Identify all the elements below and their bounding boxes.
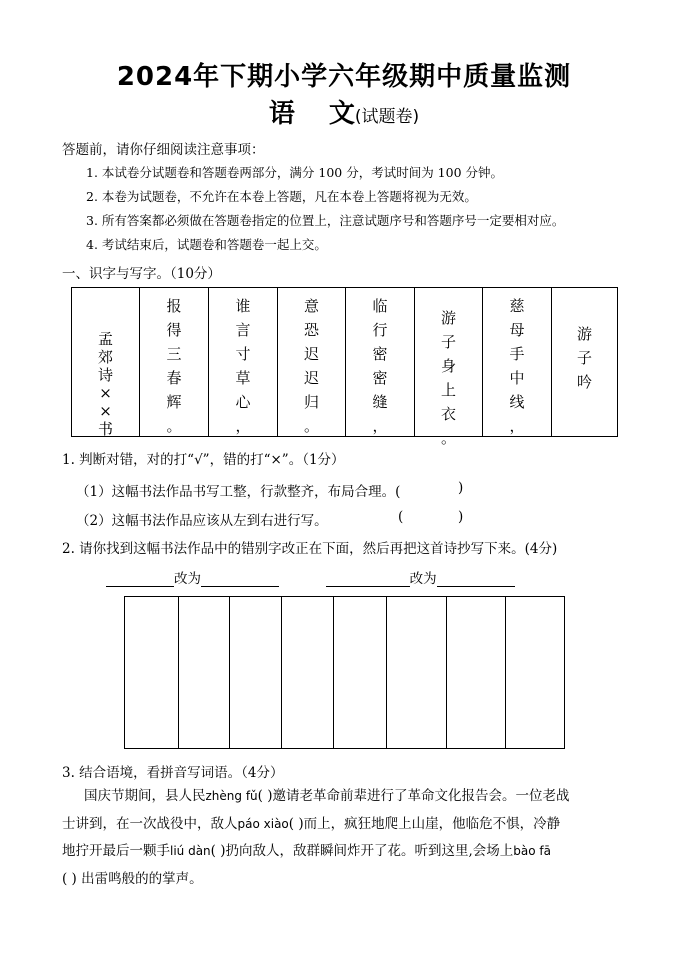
pinyin: páo xiào bbox=[237, 816, 289, 831]
calligraphy-char: 线 bbox=[509, 393, 525, 411]
q3-passage bbox=[62, 783, 634, 893]
passage-text: 地拧开最后一颗手 bbox=[62, 843, 170, 859]
calligraphy-char: 子 bbox=[576, 349, 592, 367]
calligraphy-char: 游 bbox=[440, 309, 456, 327]
grid-divider bbox=[281, 597, 282, 748]
exam-title: 2024年下期小学六年级期中质量监测 bbox=[116, 62, 572, 92]
calligraphy-char: 手 bbox=[509, 345, 525, 363]
passage-text: ( )而上，疯狂地爬上山崖，他临危不惧，冷静 bbox=[288, 815, 561, 832]
grid-divider bbox=[178, 597, 179, 748]
calligraphy-char: × bbox=[99, 384, 112, 402]
pinyin: zhèng fǔ bbox=[205, 789, 258, 803]
calligraphy-char: 谁 bbox=[235, 297, 251, 315]
calligraphy-char: 春 bbox=[166, 369, 182, 387]
passage-line bbox=[62, 783, 634, 811]
calligraphy-char: 身 bbox=[440, 357, 456, 375]
calligraphy-char: 得 bbox=[166, 321, 182, 339]
section1-heading: 一、识字与写字。（10分） bbox=[62, 266, 221, 282]
grid-divider bbox=[229, 597, 230, 748]
calligraphy-column bbox=[551, 288, 617, 436]
calligraphy-char: ， bbox=[235, 417, 251, 435]
instruction-item: 4. 考试结束后，试题卷和答题卷一起上交。 bbox=[86, 237, 327, 252]
grid-divider bbox=[333, 597, 334, 748]
calligraphy-char: 密 bbox=[372, 345, 388, 363]
pinyin: bào fā bbox=[513, 844, 552, 858]
subject-char-2: 文 bbox=[328, 99, 355, 129]
calligraphy-char: 诗 bbox=[97, 366, 113, 384]
passage-line bbox=[62, 811, 634, 839]
calligraphy-char: 寸 bbox=[235, 345, 251, 363]
calligraphy-char: 归 bbox=[303, 393, 319, 411]
calligraphy-char: 。 bbox=[166, 417, 182, 435]
calligraphy-char: 慈 bbox=[509, 297, 525, 315]
pinyin: liú dàn bbox=[170, 844, 211, 858]
calligraphy-char: 游 bbox=[576, 325, 592, 343]
calligraphy-column bbox=[414, 288, 482, 447]
q1-statement-2: （2）这幅书法作品应该从左到右进行写。 bbox=[76, 513, 328, 529]
subject-note: (试题卷) bbox=[354, 107, 420, 127]
passage-line bbox=[62, 838, 634, 866]
blank-wrong-char-1[interactable] bbox=[106, 572, 174, 587]
calligraphy-column bbox=[139, 288, 208, 436]
poem-copy-grid[interactable] bbox=[124, 596, 565, 749]
instruction-item: 3. 所有答案都必须做在答题卷指定的位置上，注意试题序号和答题序号一定要相对应。 bbox=[86, 213, 565, 228]
calligraphy-char: 衣 bbox=[440, 405, 456, 423]
q2-correction-row bbox=[106, 567, 515, 587]
calligraphy-char: 言 bbox=[235, 321, 251, 339]
calligraphy-column bbox=[277, 288, 345, 436]
calligraphy-char: 心 bbox=[235, 393, 251, 411]
passage-text: ( ) 出雷鸣般的的掌声。 bbox=[62, 870, 203, 887]
grid-divider bbox=[446, 597, 447, 748]
calligraphy-char: 行 bbox=[372, 321, 388, 339]
calligraphy-column bbox=[482, 288, 551, 436]
calligraphy-char: 书 bbox=[97, 420, 113, 438]
calligraphy-column bbox=[72, 288, 139, 436]
calligraphy-char: 孟 bbox=[97, 330, 113, 348]
calligraphy-char: 上 bbox=[440, 381, 456, 399]
passage-line bbox=[62, 866, 634, 894]
calligraphy-char: 草 bbox=[235, 369, 251, 387]
calligraphy-char: 报 bbox=[166, 297, 182, 315]
calligraphy-char: 缝 bbox=[372, 393, 388, 411]
calligraphy-char: 迟 bbox=[303, 345, 319, 363]
q1-bracket-open-2[interactable]: ( bbox=[398, 509, 404, 525]
subject-char-1: 语 bbox=[268, 99, 295, 129]
calligraphy-char: 母 bbox=[509, 321, 525, 339]
blank-correct-char-2[interactable] bbox=[437, 572, 515, 587]
calligraphy-char: 意 bbox=[303, 297, 319, 315]
calligraphy-char: 辉 bbox=[166, 393, 182, 411]
q1-bracket-close-1[interactable]: ) bbox=[458, 480, 464, 496]
calligraphy-char: 临 bbox=[372, 297, 388, 315]
passage-text: 士讲到，在一次战役中，敌人 bbox=[62, 815, 238, 832]
calligraphy-char: 郊 bbox=[97, 348, 113, 366]
q2-prompt: 2. 请你找到这幅书法作品中的错别字改正在下面，然后再把这首诗抄写下来。(4分) bbox=[62, 541, 558, 557]
calligraphy-table bbox=[71, 287, 618, 447]
calligraphy-char: 。 bbox=[303, 417, 319, 435]
calligraphy-column bbox=[345, 288, 414, 436]
q1-prompt: 1. 判断对错，对的打“√”，错的打“×”。（1分） bbox=[62, 452, 345, 468]
calligraphy-char: ， bbox=[372, 417, 388, 435]
change-to-label: 改为 bbox=[174, 571, 201, 587]
instruction-item: 1. 本试卷分试题卷和答题卷两部分，满分 100 分，考试时间为 100 分钟。 bbox=[86, 165, 504, 180]
passage-text: ( )邀请老革命前辈进行了革命文化报告会。一位老战 bbox=[257, 788, 570, 804]
passage-text: 国庆节期间，县人民 bbox=[84, 788, 206, 804]
instruction-item: 2. 本卷为试题卷，不允许在本卷上答题，凡在本卷上答题将视为无效。 bbox=[86, 189, 477, 204]
calligraphy-char: 。 bbox=[440, 429, 456, 447]
calligraphy-char: 子 bbox=[440, 333, 456, 351]
calligraphy-column bbox=[208, 288, 277, 436]
calligraphy-char: 密 bbox=[372, 369, 388, 387]
q3-prompt: 3. 结合语境，看拼音写词语。（4分） bbox=[62, 765, 284, 781]
calligraphy-char: 吟 bbox=[576, 373, 592, 391]
exam-subject bbox=[0, 93, 688, 130]
calligraphy-char: 三 bbox=[166, 345, 182, 363]
blank-correct-char-1[interactable] bbox=[201, 572, 279, 587]
calligraphy-char: 迟 bbox=[303, 369, 319, 387]
grid-divider bbox=[505, 597, 506, 748]
q1-statement-1: （1）这幅书法作品书写工整，行款整齐，布局合理。( bbox=[76, 484, 401, 500]
calligraphy-char: 中 bbox=[509, 369, 525, 387]
instructions-heading: 答题前，请你仔细阅读注意事项： bbox=[62, 142, 265, 158]
calligraphy-char: 恐 bbox=[303, 321, 319, 339]
change-to-label: 改为 bbox=[409, 571, 437, 587]
grid-divider bbox=[386, 597, 387, 748]
calligraphy-char: ， bbox=[509, 417, 525, 435]
passage-text: ( )扔向敌人，敌群瞬间炸开了花。听到这里,会场上 bbox=[210, 843, 514, 859]
calligraphy-char: × bbox=[99, 402, 112, 420]
blank-wrong-char-2[interactable] bbox=[326, 572, 410, 587]
q1-bracket-close-2[interactable]: ) bbox=[458, 509, 464, 525]
